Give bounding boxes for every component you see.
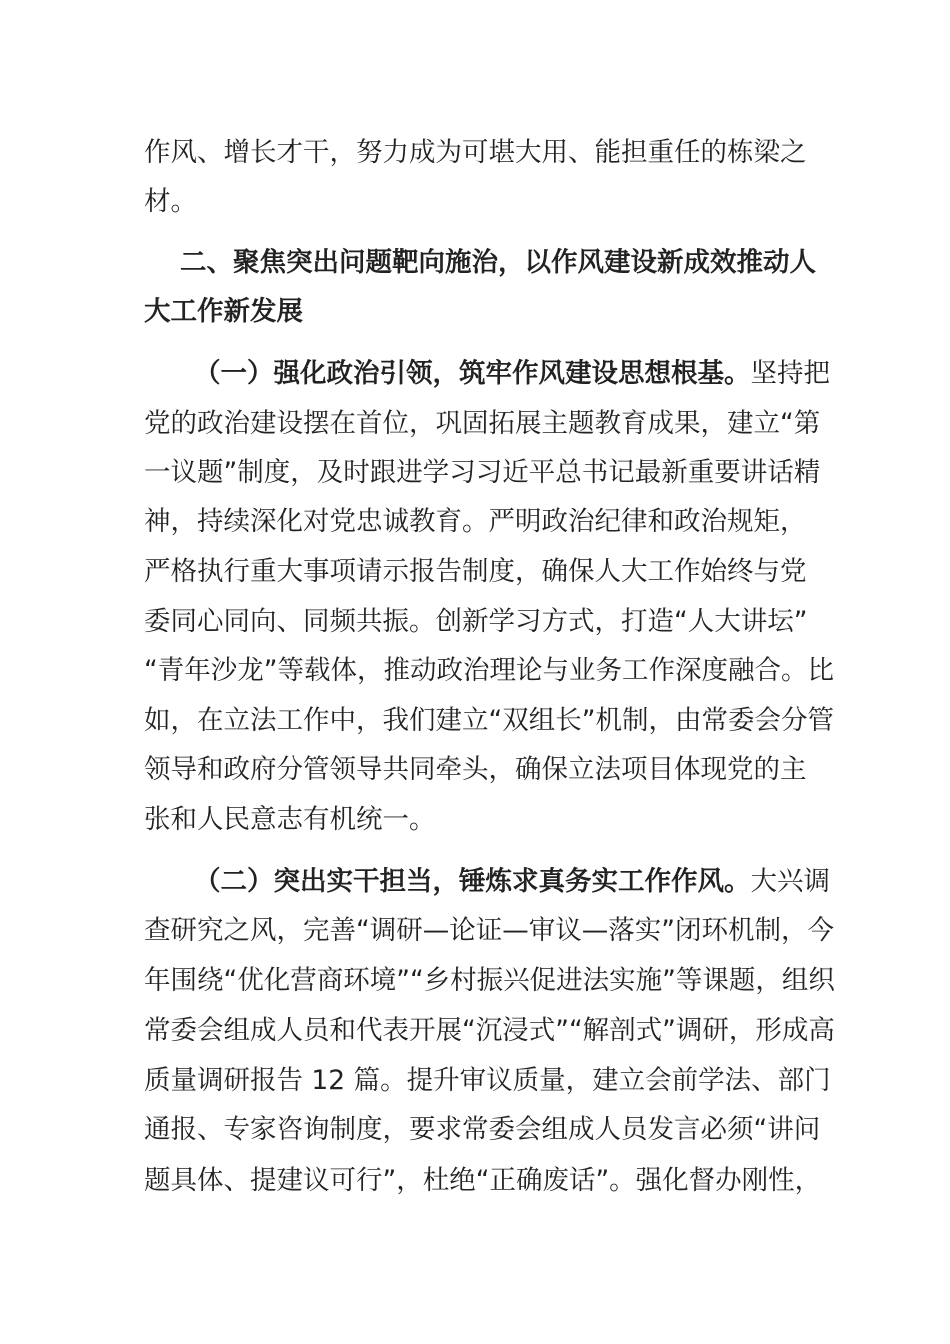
subsection-2-line: 质量调研报告 12 篇。提升审议质量，建立会前学法、部门 [144,1065,831,1096]
subsection-1-line: “青年沙龙”等载体，推动政治理论与业务工作深度融合。比 [144,655,834,686]
subsection-2-line: 年围绕“优化营商环境”“乡村振兴促进法实施”等课题，组织 [144,965,835,996]
subsection-2-first-line [194,857,830,907]
subsection-1-heading: （一）强化政治引领，筑牢作风建设思想根基。 [194,358,751,389]
subsection-1-first-line [194,349,830,399]
subsection-1-line: 如，在立法工作中，我们建立“双组长”机制，由常委会分管 [144,705,834,736]
subsection-2-heading: （二）突出实干担当，锤炼求真务实工作作风。 [194,866,751,897]
subsection-1-line: 严格执行重大事项请示报告制度，确保人大工作始终与党 [144,556,807,587]
section-heading-line-1: 二、聚焦突出问题靶向施治，以作风建设新成效推动人 [180,247,816,278]
subsection-1-line: 一议题”制度，及时跟进学习习近平总书记最新重要讲话精 [144,457,821,488]
subsection-1-line: 委同心同向、同频共振。创新学习方式，打造“人大讲坛” [144,606,808,637]
subsection-1-line: 张和人民意志有机统一。 [144,804,436,835]
subsection-2-line: 常委会组成人员和代表开展“沉浸式”“解剖式”调研，形成高 [144,1015,835,1046]
subsection-1-line: 神，持续深化对党忠诚教育。严明政治纪律和政治规矩， [144,506,807,537]
subsection-2-line: 通报、专家咨询制度，要求常委会组成人员发言必须“讲问 [144,1114,821,1145]
subsection-1-line: 党的政治建设摆在首位，巩固拓展主题教育成果，建立“第 [144,408,821,439]
subsection-2-first-text: 大兴调 [750,866,830,897]
subsection-1-first-text: 坚持把 [750,358,830,389]
section-heading-line-2: 大工作新发展 [144,296,303,327]
subsection-2-line: 题具体、提建议可行”，杜绝“正确废话”。强化督办刚性， [144,1165,822,1196]
intro-line-2: 材。 [144,186,197,217]
subsection-2-line: 查研究之风，完善“调研—论证—审议—落实”闭环机制，今 [144,915,834,946]
intro-line-1: 作风、增长才干，努力成为可堪大用、能担重任的栋梁之 [144,137,807,168]
subsection-1-line: 领导和政府分管领导共同牵头，确保立法项目体现党的主 [144,754,807,785]
